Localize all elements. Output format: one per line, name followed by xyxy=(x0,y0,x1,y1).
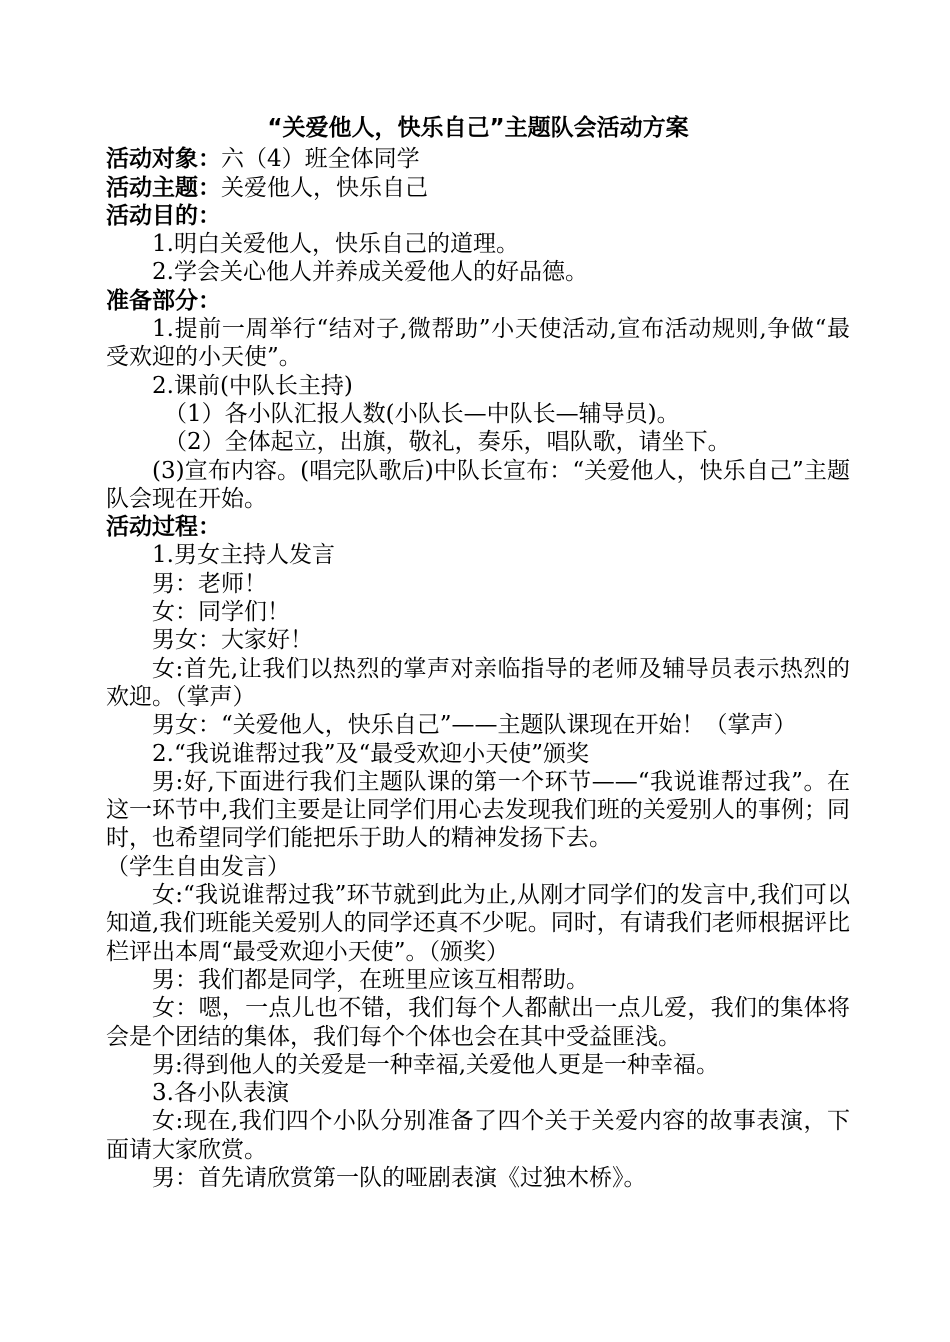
process-paragraph: 男：我们都是同学，在班里应该互相帮助。 xyxy=(152,966,589,993)
process-paragraph: 女:“我说谁帮过我”环节就到此为止,从刚才同学们的发言中,我们可以知道,我们班能关爱别人的同学还真不少呢。同时，有请我们老师根据评比栏评出本周“最受欢迎小天使”。（颁奖） xyxy=(106,882,850,965)
process-paragraph: 女：嗯，一点儿也不错，我们每个人都献出一点儿爱，我们的集体将会是个团结的集体，我们每个个体也会在其中受益匪浅。 xyxy=(106,995,850,1050)
process-heading: 活动过程： xyxy=(106,514,221,541)
prep-paragraph: (3)宣布内容。(唱完队歌后)中队长宣布：“关爱他人，快乐自己”主题队会现在开始。 xyxy=(106,457,850,512)
process-paragraph: 男：首先请欣赏第一队的哑剧表演《过独木桥》。 xyxy=(152,1164,647,1191)
meta-target xyxy=(106,145,850,173)
purpose-item: 2.学会关心他人并养成关爱他人的好品德。 xyxy=(152,259,588,286)
document-title: “关爱他人，快乐自己”主题队会活动方案 xyxy=(267,115,689,141)
purpose-item: 1.明白关爱他人，快乐自己的道理。 xyxy=(152,231,519,258)
prep-paragraph: 1.提前一周举行“结对子,微帮助”小天使活动,宣布活动规则,争做“最受欢迎的小天使”。 xyxy=(106,316,850,371)
process-paragraph: （学生自由发言） xyxy=(106,853,290,880)
process-paragraph: 女:首先,让我们以热烈的掌声对亲临指导的老师及辅导员表示热烈的欢迎。（掌声） xyxy=(106,655,850,710)
process-paragraph: 3.各小队表演 xyxy=(152,1080,289,1107)
meta-value: 六（4）班全体同学 xyxy=(221,146,420,173)
process-paragraph: 男:得到他人的关爱是一种幸福,关爱他人更是一种幸福。 xyxy=(152,1051,720,1078)
process-paragraph: 男:好,下面进行我们主题队课的第一个环节——“我说谁帮过我”。在这一环节中,我们主要是让同学们用心去发现我们班的关爱别人的事例；同时，也希望同学们能把乐于助人的精神发扬下去。 xyxy=(106,768,850,852)
process-paragraph: 男：老师！ xyxy=(152,570,267,597)
process-paragraph: 2.“我说谁帮过我”及“最受欢迎小天使”颁奖 xyxy=(152,740,589,767)
prep-paragraph: （1）各小队汇报人数(小队长—中队长—辅导员)。 xyxy=(164,400,680,427)
prep-heading: 准备部分： xyxy=(106,287,221,314)
meta-label: 活动对象： xyxy=(106,146,221,173)
prep-paragraph: 2.课前(中队长主持) xyxy=(152,372,353,399)
process-paragraph: 女:现在,我们四个小队分别准备了四个关于关爱内容的故事表演，下面请大家欣赏。 xyxy=(106,1108,850,1163)
process-paragraph: 男女：“关爱他人，快乐自己”——主题队课现在开始！（掌声） xyxy=(152,712,797,739)
document-page xyxy=(106,114,850,1192)
meta-value: 关爱他人，快乐自己 xyxy=(221,174,428,201)
process-paragraph: 1.男女主持人发言 xyxy=(152,542,335,569)
meta-label: 活动主题： xyxy=(106,174,221,201)
process-paragraph: 女：同学们！ xyxy=(152,599,290,626)
meta-theme xyxy=(106,174,850,202)
purpose-heading: 活动目的： xyxy=(106,202,221,229)
prep-paragraph: （2）全体起立，出旗，敬礼，奏乐，唱队歌，请坐下。 xyxy=(164,429,731,456)
process-paragraph: 男女：大家好！ xyxy=(152,627,313,654)
